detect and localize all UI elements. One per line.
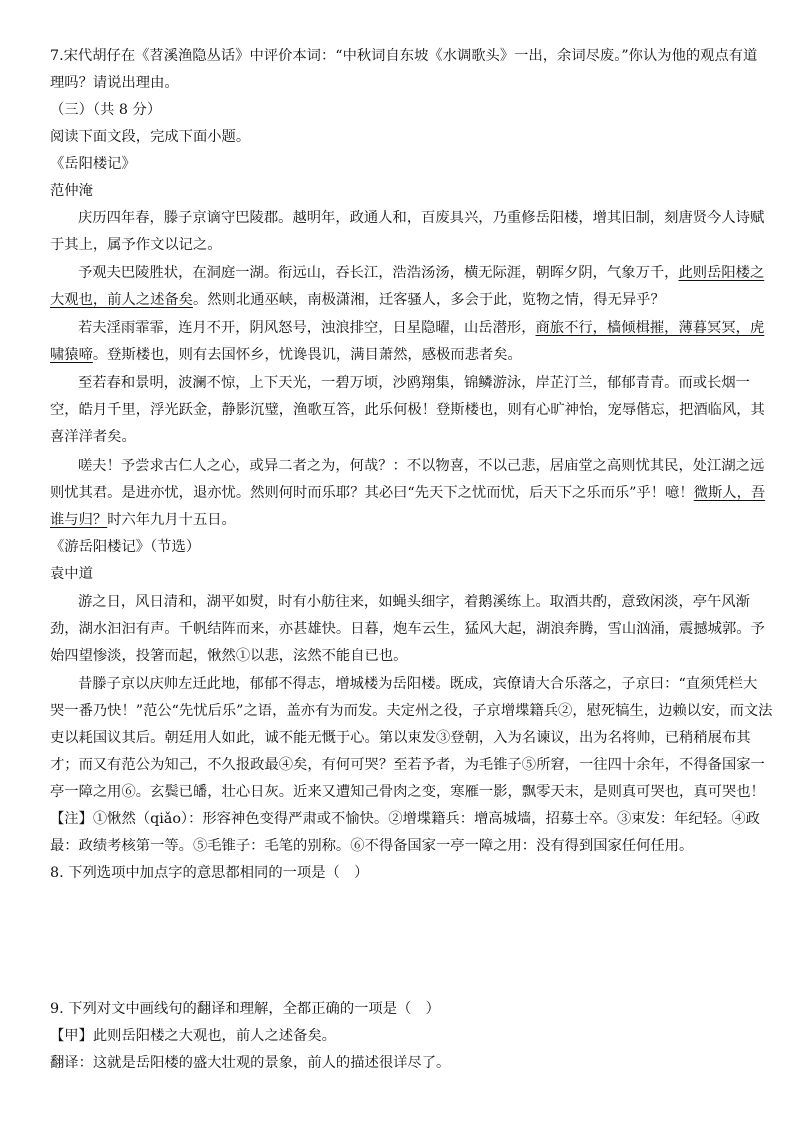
annotation-line-1: 【注】①愀然（qiǎo）：形容神色变得严肃或不愉快。②增堞籍兵：增高城墙，招募士卒。③束发：年纪轻。④政: [50, 811, 760, 827]
text1-p3-line-2: [50, 342, 750, 369]
q7-text-line-2: 理吗？请说出理由。: [50, 75, 179, 91]
text2-title: 《游岳阳楼记》（节选）: [50, 539, 201, 555]
text2-p2-line-5: 亭一障之用⑥。玄鬓已皤，壮心日灰。近来又遭知己骨肉之变，寒雁一影，飘零天末，是则真可哭也，真可哭也！: [50, 784, 765, 800]
text1-p5-plain-2: 时六年九月十五日。: [107, 512, 236, 528]
text2-p1-line-2: 劲，湖水汩汩有声。千帆结阵而来，亦甚雄快。日暮，炮车云生，猛风大起，湖浪奔腾，雪山汹涌，震撼城郭。予: [50, 621, 765, 637]
text1-p3-plain-2: 。登斯楼也，则有去国怀乡，忧谗畏讥，满目萧然，感极而悲者矣。: [92, 347, 522, 363]
text1-p4-line-2: 空，皓月千里，浮光跃金，静影沉璧，渔歌互答，此乐何极！登斯楼也，则有心旷神怡，宠辱偕忘，把酒临风，其: [50, 402, 765, 418]
text1-p4-line-1: 至若春和景明，波澜不惊，上下天光，一碧万顷，沙鸥翔集，锦鳞游泳，岸芷汀兰，郁郁青青。而或长烟一: [78, 375, 750, 391]
text2-p2-line-2: 哭一番乃快！”范公“先忧后乐”之语，盖亦有为而发。夫定州之役，子京增堞籍兵②，慰死犒生，边赖以安，而文法: [50, 703, 773, 719]
text1-author: 范仲淹: [50, 183, 93, 199]
q9-item-jia: 【甲】此则岳阳楼之大观也，前人之述备矣。: [50, 1028, 336, 1044]
text1-p5-line-2: [50, 480, 766, 507]
text1-p2-plain-2: 。然则北通巫峡，南极潇湘，迁客骚人，多会于此，览物之情，得无异乎？: [192, 292, 665, 308]
text2-author: 袁中道: [50, 566, 93, 582]
text2-p2-line-4: 才；而又有范公为知己，不久报政最④矣，有何可哭？至若予者，为毛锥子⑤所窘，一往四十余年，不得备国家一: [50, 757, 765, 773]
text1-title: 《岳阳楼记》: [50, 156, 136, 172]
text1-p1-line-1: 庆历四年春，滕子京谪守巴陵郡。越明年，政通人和，百废具兴，乃重修岳阳楼，增其旧制，刻唐贤今人诗赋: [78, 210, 765, 226]
q9-stem: 9. 下列对文中画线句的翻译和理解，全都正确的一项是（ ）: [50, 1001, 440, 1017]
q8-stem: 8. 下列选项中加点字的意思都相同的一项是（ ）: [50, 865, 369, 881]
text1-p5-line-3: [50, 507, 750, 534]
section-heading: （三）（共 8 分）: [50, 102, 162, 118]
underlined-sentence-bing-cont: 谁与归？: [50, 512, 108, 528]
q9-translation: 翻译：这就是岳阳楼的盛大壮观的景象，前人的描述很详尽了。: [50, 1055, 451, 1071]
underlined-sentence-jia: 此则岳阳楼之: [678, 265, 765, 281]
text1-p2-line-2: [50, 287, 750, 314]
text1-p4-line-3: 喜洋洋者矣。: [50, 429, 136, 445]
text2-p1-line-3: 始四望惨淡，投箸而起，愀然①以悲，泫然不能自已也。: [50, 648, 408, 664]
text1-p5-line-1: 嗟夫！予尝求古仁人之心，或异二者之为，何哉？：不以物喜，不以己悲，居庙堂之高则忧其民，处江湖之远: [78, 458, 765, 474]
text2-p2-line-3: 吏以耗国议其后。朝廷用人如此，诚不能无慨于心。第以束发③登朝，入为名谏议，出为名将帅，已稍稍展布其: [50, 730, 751, 746]
text2-p1-line-1: 游之日，风日清和，湖平如熨，时有小舫往来，如蝇头细字，着鹅溪练上。取酒共酌，意致闲淡，亭午风渐: [78, 594, 750, 610]
underlined-sentence-yi: 商旅不行，樯倾楫摧，薄暮冥冥，虎: [535, 320, 765, 336]
text1-p2-line-1: [78, 260, 765, 287]
text1-p5-plain: 则忧其君。是进亦忧，退亦忧。然则何时而乐耶？其必曰“先天下之忧而忧，后天下之乐而乐”乎！噫！: [50, 485, 694, 501]
text2-p2-line-1: 昔滕子京以庆帅左迁此地，郁郁不得志，增城楼为岳阳楼。既成，宾僚请大合乐落之，子京曰：“直须凭栏大: [78, 676, 758, 692]
text1-p1-line-2: 于其上，属予作文以记之。: [50, 237, 222, 253]
text1-p2-plain: 予观夫巴陵胜状，在洞庭一湖。衔远山，吞长江，浩浩汤汤，横无际涯，朝晖夕阴，气象万千，: [78, 265, 679, 281]
text1-p3-line-1: [78, 315, 765, 342]
underlined-sentence-jia-cont: 大观也，前人之述备矣: [50, 292, 193, 308]
underlined-sentence-yi-cont: 啸猿啼: [50, 347, 93, 363]
text1-p3-plain: 若夫淫雨霏霏，连月不开，阴风怒号，浊浪排空，日星隐曜，山岳潜形，: [78, 320, 536, 336]
q7-text-line-1: 7.宋代胡仔在《苕溪渔隐丛话》中评价本词：“中秋词自东坡《水调歌头》一出，余词尽废。”你认为他的观点有道: [50, 48, 758, 64]
section-instruction: 阅读下面文段，完成下面小题。: [50, 129, 251, 145]
annotation-line-2: 最：政绩考核第一等。⑤毛锥子：毛笔的别称。⑥不得备国家一亭一障之用：没有得到国家任何任用。: [50, 838, 694, 854]
underlined-sentence-bing: 微斯人，吾: [693, 485, 766, 501]
